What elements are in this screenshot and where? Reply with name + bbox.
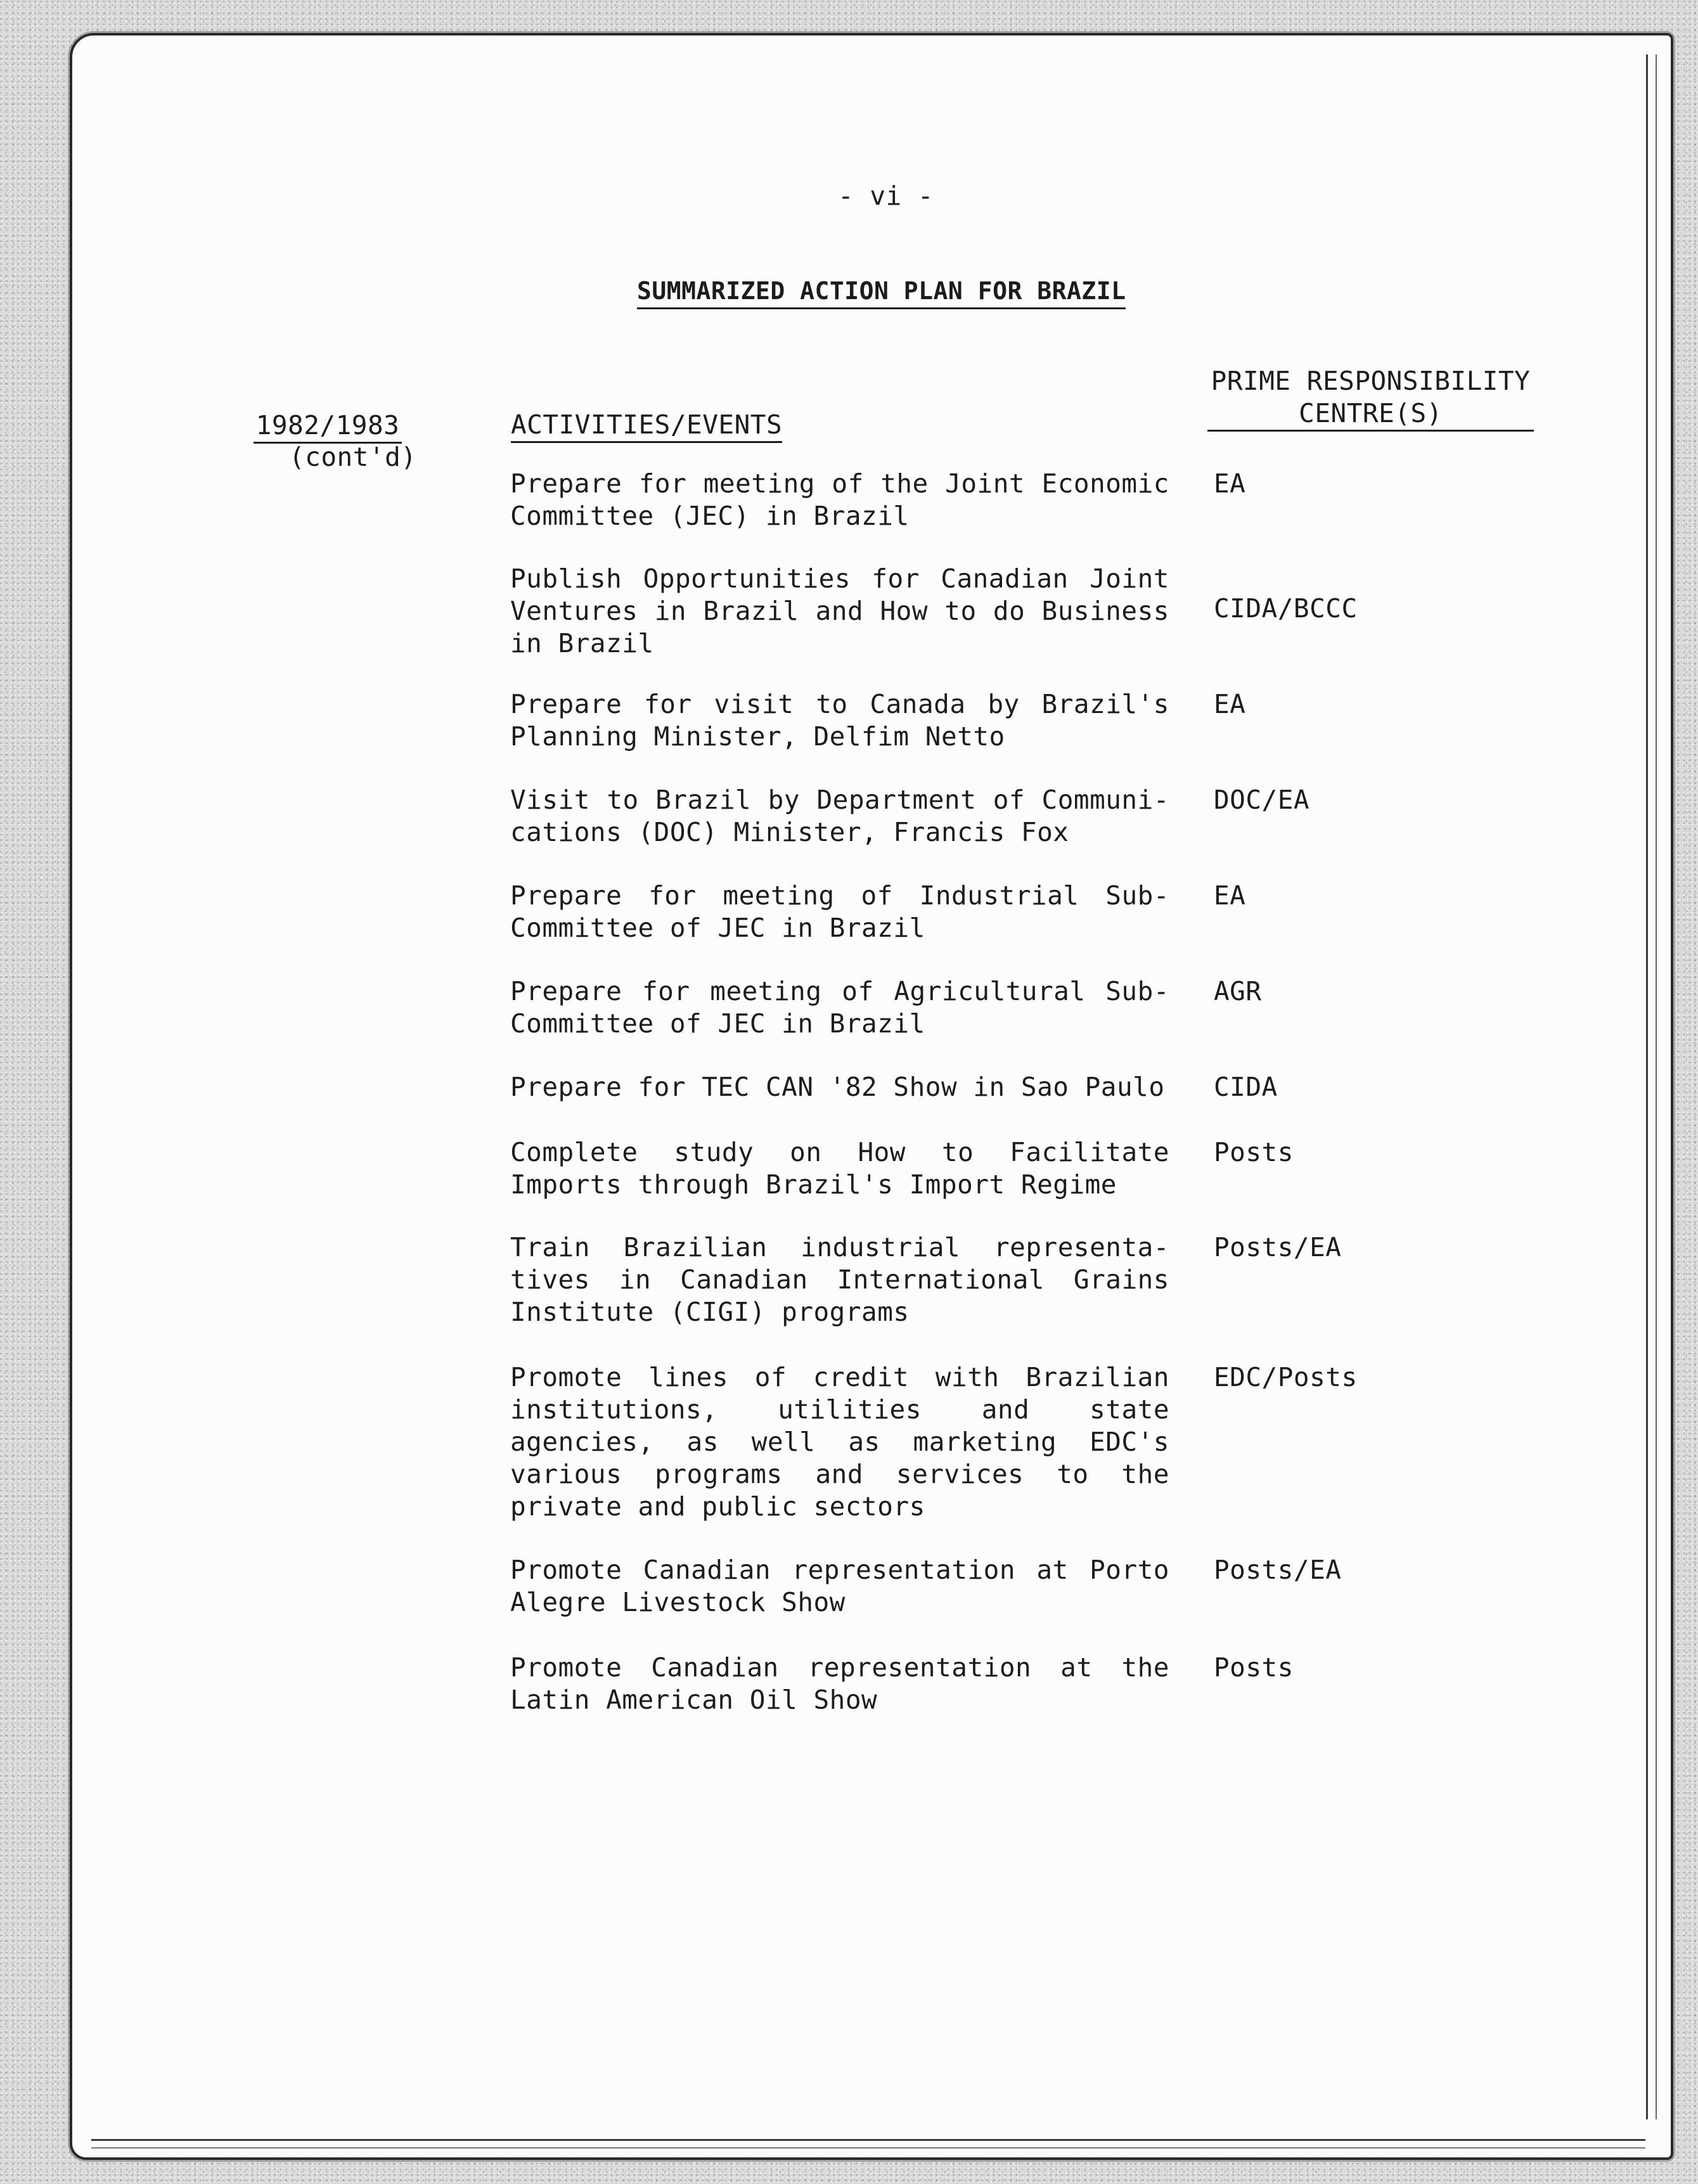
page-title: SUMMARIZED ACTION PLAN FOR BRAZIL — [637, 275, 1126, 309]
responsibility-centre: CIDA/BCCC — [1214, 593, 1358, 624]
activity-text: Prepare for TEC CAN '82 Show in Sao Paulo — [510, 1072, 1165, 1102]
responsibility-centre: Posts/EA — [1214, 1232, 1342, 1262]
responsibility-centre: AGR — [1214, 976, 1262, 1006]
prime-header-line2: CENTRE(S) — [1299, 398, 1443, 428]
page-edge-right — [1646, 55, 1657, 2119]
activity-text: Prepare for meeting of Agricultural Sub-Committee of JEC in Brazil — [510, 976, 1169, 1039]
activity-text: Promote lines of credit with Brazilian institutions, utilities and state agencies, as well as marketing EDC's various programs and services to the private and public sectors — [510, 1362, 1169, 1522]
page-number: - vi - — [838, 181, 934, 211]
responsibility-centre: EDC/Posts — [1214, 1362, 1358, 1392]
responsibility-centre: CIDA — [1214, 1072, 1278, 1102]
activity-text: Train Brazilian industrial representa-tives in Canadian International Grains Institute (CIGI) programs — [510, 1232, 1169, 1327]
activity-text: Prepare for meeting of the Joint Economic Committee (JEC) in Brazil — [510, 468, 1169, 531]
responsibility-centre: EA — [1214, 468, 1246, 499]
activity-text: Complete study on How to Facilitate Imports through Brazil's Import Regime — [510, 1137, 1169, 1200]
prime-responsibility-header — [1207, 365, 1534, 432]
period-label: 1982/1983 — [254, 409, 402, 444]
activity-text: Prepare for visit to Canada by Brazil's Planning Minister, Delfim Netto — [510, 689, 1169, 752]
period-note: (cont'd) — [289, 442, 417, 472]
responsibility-centre: EA — [1214, 880, 1246, 911]
activity-text: Visit to Brazil by Department of Communi-cations (DOC) Minister, Francis Fox — [510, 785, 1169, 847]
responsibility-centre: Posts/EA — [1214, 1555, 1342, 1585]
prime-header-line1: PRIME RESPONSIBILITY — [1211, 366, 1531, 396]
page-edge-bottom — [91, 2139, 1645, 2149]
responsibility-centre: Posts — [1214, 1137, 1294, 1167]
responsibility-centre: DOC/EA — [1214, 785, 1310, 815]
responsibility-centre: Posts — [1214, 1652, 1294, 1683]
activity-text: Promote Canadian representation at Porto Alegre Livestock Show — [510, 1555, 1169, 1617]
activity-text: Publish Opportunities for Canadian Joint Ventures in Brazil and How to do Business in Brazil — [510, 563, 1169, 658]
activity-text: Prepare for meeting of Industrial Sub-Committee of JEC in Brazil — [510, 880, 1169, 943]
responsibility-centre: EA — [1214, 689, 1246, 719]
activity-text: Promote Canadian representation at the Latin American Oil Show — [510, 1652, 1169, 1715]
activities-header: ACTIVITIES/EVENTS — [511, 409, 782, 443]
